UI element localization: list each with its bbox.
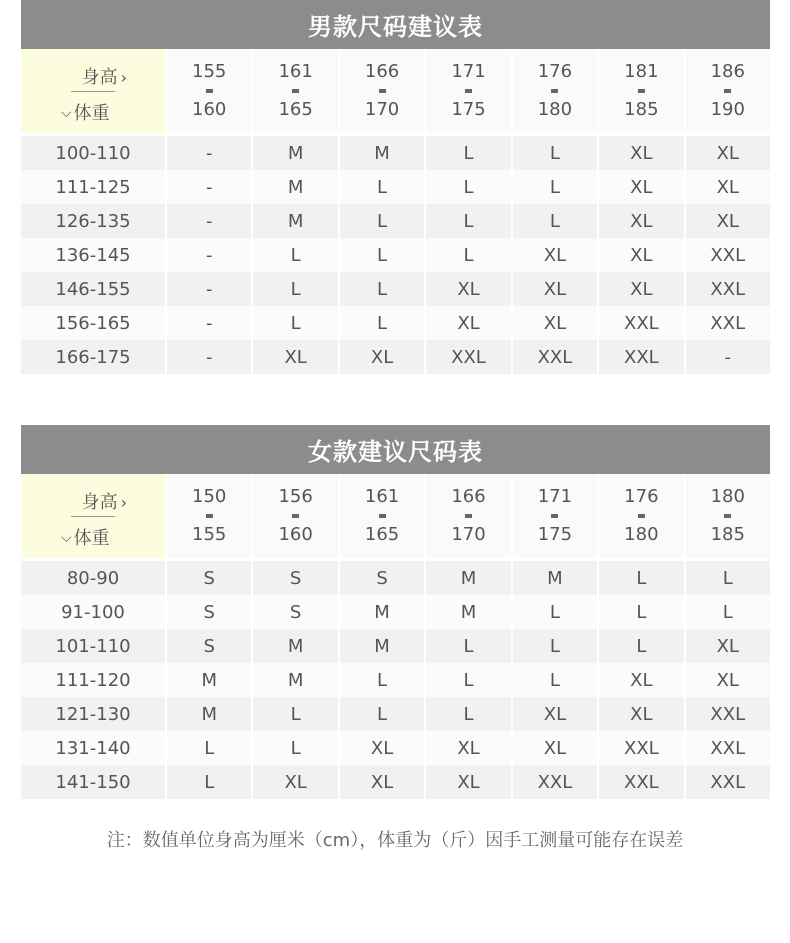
height-range-start: 161 <box>278 61 313 82</box>
women-height-range-header <box>340 474 424 558</box>
men-corner-cell <box>21 49 165 133</box>
height-range-start: 155 <box>192 61 227 82</box>
table-row <box>21 272 770 306</box>
weight-range-cell: 166-175 <box>21 340 165 374</box>
height-range-start: 176 <box>537 61 573 82</box>
range-dash <box>638 514 645 518</box>
women-header-row <box>21 474 770 558</box>
table-row <box>21 561 770 595</box>
women-height-range-header <box>426 474 510 558</box>
size-cell: XL <box>599 204 683 238</box>
size-cell: L <box>340 238 424 272</box>
height-axis-label: 身高 › <box>81 492 127 513</box>
women-size-table <box>21 425 770 799</box>
size-cell: - <box>167 170 251 204</box>
size-cell: - <box>167 238 251 272</box>
weight-range-cell: 101-110 <box>21 629 165 663</box>
size-cell: M <box>426 595 510 629</box>
chevron-down-icon: ⌵ <box>61 105 72 121</box>
table-row <box>21 170 770 204</box>
weight-range-cell: 121-130 <box>21 697 165 731</box>
weight-range-cell: 91-100 <box>21 595 165 629</box>
height-range-end: 165 <box>278 99 313 120</box>
size-cell: XL <box>513 272 597 306</box>
height-range-start: 171 <box>537 486 573 507</box>
size-cell: XL <box>426 765 510 799</box>
height-range-start: 166 <box>364 61 400 82</box>
size-cell: L <box>253 238 337 272</box>
women-rows <box>21 561 770 799</box>
size-cell: M <box>513 561 597 595</box>
women-height-range-header <box>167 474 251 558</box>
size-cell: L <box>167 731 251 765</box>
size-cell: XXL <box>513 340 597 374</box>
size-cell: L <box>253 272 337 306</box>
height-range-start: 180 <box>710 486 745 507</box>
men-height-range-header <box>340 49 424 133</box>
size-cell: XXL <box>686 238 770 272</box>
height-range-end: 160 <box>192 99 227 120</box>
size-cell: M <box>167 697 251 731</box>
size-cell: L <box>686 561 770 595</box>
size-cell: M <box>426 561 510 595</box>
range-dash <box>551 514 558 518</box>
size-cell: L <box>340 170 424 204</box>
women-height-range-header <box>253 474 337 558</box>
size-cell: S <box>253 561 337 595</box>
size-cell: - <box>167 136 251 170</box>
size-cell: L <box>253 697 337 731</box>
size-cell: S <box>253 595 337 629</box>
table-row <box>21 340 770 374</box>
men-size-table <box>21 0 770 374</box>
size-cell: XXL <box>599 340 683 374</box>
table-row <box>21 238 770 272</box>
weight-range-cell: 131-140 <box>21 731 165 765</box>
table-row <box>21 697 770 731</box>
table-row <box>21 306 770 340</box>
size-cell: L <box>513 170 597 204</box>
size-cell: L <box>253 306 337 340</box>
men-header-row <box>21 49 770 133</box>
size-cell: L <box>340 204 424 238</box>
height-range-end: 170 <box>451 524 486 545</box>
size-cell: M <box>253 136 337 170</box>
size-cell: L <box>599 561 683 595</box>
size-cell: XL <box>253 765 337 799</box>
size-cell: XXL <box>599 731 683 765</box>
size-cell: XL <box>340 765 424 799</box>
weight-range-cell: 111-120 <box>21 663 165 697</box>
corner-divider <box>71 516 115 517</box>
men-table-title: 男款尺码建议表 <box>21 0 770 49</box>
range-dash <box>292 89 299 93</box>
size-cell: L <box>513 595 597 629</box>
size-cell: XXL <box>686 731 770 765</box>
size-cell: L <box>340 663 424 697</box>
chevron-right-icon: › <box>120 68 127 87</box>
size-cell: M <box>340 595 424 629</box>
size-cell: L <box>426 136 510 170</box>
weight-range-cell: 146-155 <box>21 272 165 306</box>
size-cell: XL <box>599 136 683 170</box>
size-cell: XL <box>686 170 770 204</box>
size-cell: M <box>253 204 337 238</box>
height-range-start: 181 <box>624 61 659 82</box>
size-cell: L <box>686 595 770 629</box>
height-range-start: 161 <box>364 486 400 507</box>
size-cell: L <box>513 663 597 697</box>
size-cell: L <box>253 731 337 765</box>
size-cell: M <box>253 663 337 697</box>
size-cell: XXL <box>686 306 770 340</box>
weight-range-cell: 126-135 <box>21 204 165 238</box>
range-dash <box>724 89 731 93</box>
size-cell: XL <box>426 306 510 340</box>
size-cell: L <box>340 306 424 340</box>
height-range-end: 185 <box>710 524 745 545</box>
measurement-note: 注：数值单位身高为厘米（cm），体重为（斤）因手工测量可能存在误差 <box>106 830 684 851</box>
size-cell: XL <box>340 731 424 765</box>
men-height-range-header <box>599 49 683 133</box>
range-dash <box>638 89 645 93</box>
table-row <box>21 629 770 663</box>
size-cell: XL <box>426 272 510 306</box>
weight-axis-label: ⌵ 体重 <box>61 103 110 124</box>
size-cell: L <box>513 136 597 170</box>
range-dash <box>465 514 472 518</box>
women-table-title: 女款建议尺码表 <box>21 425 770 474</box>
size-cell: XL <box>599 238 683 272</box>
size-cell: M <box>167 663 251 697</box>
size-cell: M <box>253 629 337 663</box>
size-cell: XL <box>599 170 683 204</box>
size-cell: XXL <box>599 306 683 340</box>
men-height-range-header <box>686 49 770 133</box>
size-cell: XL <box>686 204 770 238</box>
women-corner-cell <box>21 474 165 558</box>
size-cell: L <box>599 629 683 663</box>
size-cell: XL <box>599 697 683 731</box>
chevron-down-icon: ⌵ <box>61 530 72 546</box>
size-cell: S <box>167 629 251 663</box>
range-dash <box>292 514 299 518</box>
size-cell: L <box>426 238 510 272</box>
corner-divider <box>71 91 115 92</box>
size-cell: XL <box>513 238 597 272</box>
height-axis-label: 身高 › <box>81 67 127 88</box>
table-row <box>21 765 770 799</box>
range-dash <box>206 514 213 518</box>
men-height-range-header <box>253 49 337 133</box>
size-cell: S <box>340 561 424 595</box>
size-cell: XXL <box>513 765 597 799</box>
size-cell: XL <box>686 663 770 697</box>
size-cell: - <box>167 272 251 306</box>
size-cell: L <box>426 204 510 238</box>
men-height-range-header <box>167 49 251 133</box>
weight-range-cell: 136-145 <box>21 238 165 272</box>
size-cell: M <box>253 170 337 204</box>
weight-range-cell: 141-150 <box>21 765 165 799</box>
men-rows <box>21 136 770 374</box>
weight-range-cell: 156-165 <box>21 306 165 340</box>
range-dash <box>724 514 731 518</box>
height-range-end: 185 <box>624 99 659 120</box>
weight-range-cell: 100-110 <box>21 136 165 170</box>
women-height-range-header <box>599 474 683 558</box>
table-row <box>21 731 770 765</box>
men-height-range-header <box>426 49 510 133</box>
size-cell: M <box>340 629 424 663</box>
size-cell: XXL <box>599 765 683 799</box>
range-dash <box>206 89 213 93</box>
size-cell: XXL <box>426 340 510 374</box>
table-row <box>21 204 770 238</box>
height-range-start: 166 <box>451 486 486 507</box>
size-cell: XL <box>253 340 337 374</box>
women-height-range-header <box>513 474 597 558</box>
height-range-end: 175 <box>537 524 573 545</box>
height-range-start: 186 <box>710 61 745 82</box>
height-range-start: 171 <box>451 61 486 82</box>
height-range-start: 176 <box>624 486 659 507</box>
size-cell: S <box>167 595 251 629</box>
size-cell: - <box>167 204 251 238</box>
size-cell: L <box>340 272 424 306</box>
chevron-right-icon: › <box>120 493 127 512</box>
table-row <box>21 595 770 629</box>
height-range-start: 150 <box>192 486 227 507</box>
range-dash <box>551 89 558 93</box>
size-cell: XL <box>513 697 597 731</box>
height-range-end: 175 <box>451 99 486 120</box>
size-cell: - <box>686 340 770 374</box>
men-height-range-header <box>513 49 597 133</box>
height-range-end: 165 <box>364 524 400 545</box>
height-range-end: 170 <box>364 99 400 120</box>
size-cell: XL <box>513 731 597 765</box>
size-cell: XL <box>599 663 683 697</box>
size-cell: L <box>426 697 510 731</box>
size-cell: XL <box>426 731 510 765</box>
table-row <box>21 663 770 697</box>
size-cell: L <box>340 697 424 731</box>
size-cell: - <box>167 306 251 340</box>
size-cell: L <box>426 629 510 663</box>
size-cell: L <box>426 663 510 697</box>
weight-axis-label: ⌵ 体重 <box>61 528 110 549</box>
weight-range-cell: 80-90 <box>21 561 165 595</box>
size-cell: XL <box>686 136 770 170</box>
size-cell: L <box>426 170 510 204</box>
size-cell: XL <box>686 629 770 663</box>
size-cell: L <box>599 595 683 629</box>
size-cell: L <box>513 629 597 663</box>
size-cell: L <box>513 204 597 238</box>
height-range-end: 160 <box>278 524 313 545</box>
height-range-end: 190 <box>710 99 745 120</box>
weight-range-cell: 111-125 <box>21 170 165 204</box>
range-dash <box>379 514 386 518</box>
size-cell: S <box>167 561 251 595</box>
size-cell: - <box>167 340 251 374</box>
range-dash <box>379 89 386 93</box>
height-range-end: 180 <box>624 524 659 545</box>
height-range-end: 180 <box>537 99 573 120</box>
size-cell: XL <box>340 340 424 374</box>
size-cell: M <box>340 136 424 170</box>
range-dash <box>465 89 472 93</box>
height-range-start: 156 <box>278 486 313 507</box>
size-cell: XXL <box>686 697 770 731</box>
size-cell: XXL <box>686 765 770 799</box>
women-height-range-header <box>686 474 770 558</box>
height-range-end: 155 <box>192 524 227 545</box>
table-row <box>21 136 770 170</box>
size-cell: L <box>167 765 251 799</box>
size-cell: XL <box>513 306 597 340</box>
size-cell: XXL <box>686 272 770 306</box>
size-cell: XL <box>599 272 683 306</box>
